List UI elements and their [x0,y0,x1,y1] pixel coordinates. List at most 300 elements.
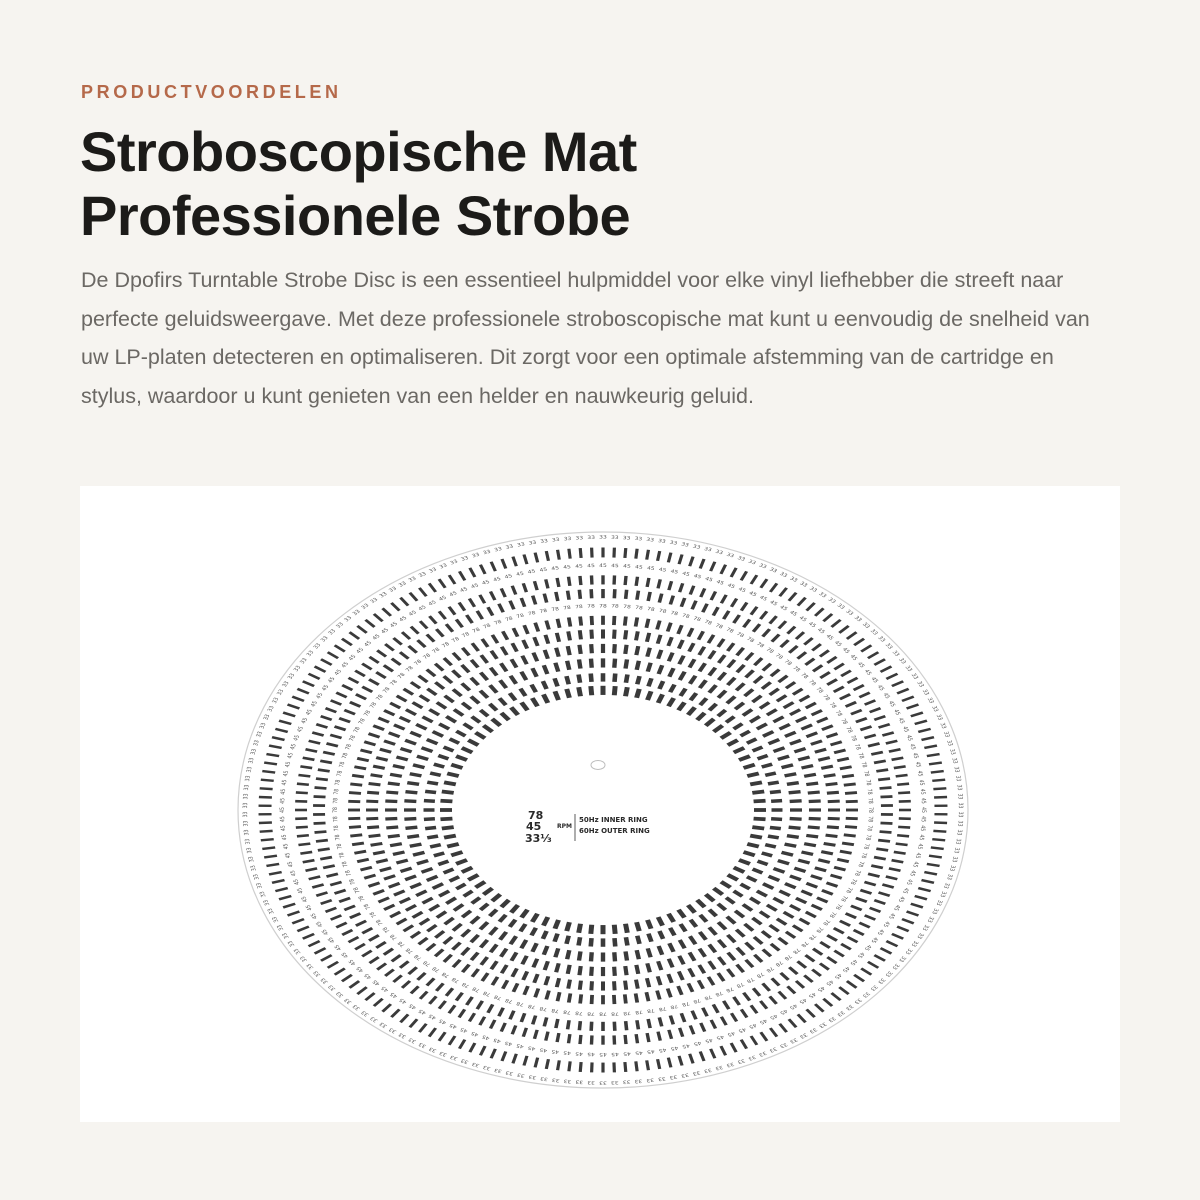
strobe-bar [588,673,593,682]
strobe-bar [934,804,947,807]
ring-speed-mark: 45 [380,984,391,993]
ring-speed-mark: 33 [868,983,879,992]
ring-speed-mark: 33 [319,635,330,644]
ring-speed-mark: 33 [736,555,746,563]
ring-speed-mark: 33 [299,657,309,665]
ring-speed-mark: 33 [252,739,262,747]
strobe-bar [601,658,605,667]
ring-speed-mark: 33 [460,555,470,563]
ring-speed-mark: 78 [362,902,373,911]
strobe-bar [589,644,594,653]
strobe-bar [589,589,593,598]
ring-speed-mark: 45 [587,563,595,569]
ring-speed-mark: 78 [344,869,354,877]
ring-speed-mark: 45 [340,950,351,959]
ring-speed-mark: 33 [449,1053,460,1061]
ring-speed-mark: 33 [343,996,354,1005]
ring-speed-mark: 45 [681,571,691,578]
ring-speed-mark: 33 [634,536,643,543]
strobe-bar [601,995,605,1004]
strobe-bar [590,575,594,584]
ring-speed-mark: 33 [258,890,268,898]
ring-speed-mark: 45 [315,920,325,928]
ring-speed-mark: 45 [815,627,826,636]
ring-speed-mark: 33 [244,838,253,845]
ring-speed-mark: 45 [459,586,470,594]
ring-speed-mark: 33 [388,586,399,594]
ring-speed-mark: 33 [778,571,789,579]
ring-speed-mark: 33 [938,890,948,898]
ring-speed-mark: 45 [492,576,502,584]
ring-speed-mark: 45 [917,834,925,841]
strobe-disc [238,532,968,1088]
ring-speed-mark: 33 [551,537,561,544]
ring-speed-mark: 45 [778,604,789,613]
ring-speed-mark: 33 [953,775,962,782]
ring-speed-mark: 45 [286,752,296,760]
ring-speed-mark: 45 [919,807,927,813]
ring-speed-mark: 33 [680,1071,690,1079]
ring-speed-mark: 33 [242,802,250,809]
ring-speed-mark: 78 [381,686,392,695]
ring-speed-mark: 33 [807,1026,818,1034]
ring-speed-mark: 45 [778,1007,789,1016]
ring-speed-mark: 33 [798,1031,809,1040]
ring-speed-mark: 45 [355,965,366,973]
ring-speed-mark: 33 [397,1031,408,1040]
strobe-bar [313,804,325,807]
ring-speed-mark: 45 [747,1022,758,1030]
ring-speed-mark: 33 [505,1069,515,1076]
ring-speed-mark: 33 [312,969,323,978]
ring-speed-mark: 33 [909,672,920,681]
ring-speed-mark: 45 [527,569,537,576]
ring-speed-mark: 33 [369,1015,380,1023]
ring-speed-mark: 45 [824,633,835,642]
ring-speed-mark: 45 [622,563,631,570]
ring-speed-mark: 33 [281,931,291,940]
ring-speed-mark: 45 [389,621,400,629]
ring-speed-mark: 78 [680,1000,691,1007]
ring-speed-mark: 45 [389,991,400,999]
ring-speed-mark: 45 [575,1050,584,1057]
ring-speed-mark: 33 [952,766,961,773]
ring-speed-mark: 45 [840,647,851,655]
ring-speed-mark: 45 [504,573,514,581]
ring-speed-mark: 33 [788,1036,799,1044]
ring-speed-mark: 45 [292,878,302,886]
ring-speed-mark: 45 [562,564,572,571]
ring-speed-mark: 45 [832,972,843,980]
strobe-bar [612,952,617,961]
ring-speed-mark: 33 [575,535,584,542]
strobe-bar [348,817,360,820]
ring-speed-mark: 45 [407,609,418,618]
ring-speed-mark: 45 [551,565,560,572]
ring-speed-mark: 78 [527,1002,537,1010]
ring-speed-mark: 45 [289,869,299,877]
ring-speed-mark: 33 [835,602,846,611]
ring-speed-mark: 78 [611,1010,619,1017]
ring-speed-mark: 33 [860,621,871,630]
ring-speed-mark: 78 [863,834,872,841]
strobe-bar [440,817,452,821]
ring-speed-mark: 45 [907,743,917,751]
ring-speed-mark: 33 [292,947,303,956]
ring-speed-mark: 45 [417,604,428,613]
strobe-bar [601,575,604,584]
ring-speed-mark: 78 [622,1009,632,1016]
ring-speed-mark: 78 [550,606,560,613]
ring-speed-mark: 33 [360,602,371,611]
ring-speed-mark: 33 [757,562,768,571]
ring-speed-mark: 78 [574,604,584,611]
ring-speed-mark: 33 [460,1057,470,1065]
ring-speed-mark: 33 [266,705,276,713]
ring-speed-mark: 45 [768,599,779,608]
ring-speed-mark: 78 [334,834,343,841]
strobe-bar [612,659,617,668]
ring-speed-mark: 78 [703,619,713,627]
strobe-bar [295,809,307,812]
ring-speed-mark: 78 [861,843,870,850]
ring-speed-mark: 33 [725,1060,735,1068]
ring-speed-mark: 78 [348,877,358,886]
ring-speed-mark: 78 [493,993,503,1001]
ring-speed-mark: 78 [657,1005,667,1012]
ring-speed-mark: 78 [357,717,368,726]
ring-speed-mark: 45 [333,668,344,677]
ring-speed-mark: 78 [334,779,343,786]
ring-speed-mark: 78 [782,659,793,667]
ring-speed-mark: 33 [312,642,323,651]
ring-speed-mark: 78 [646,1007,656,1014]
ring-speed-mark: 78 [856,752,865,760]
ring-speed-mark: 33 [876,976,887,985]
strobe-bar [828,800,840,803]
ring-speed-mark: 33 [883,642,894,651]
ring-speed-mark: 78 [791,946,802,955]
ring-speed-mark: 78 [515,613,526,620]
ring-speed-mark: 78 [852,869,862,877]
ring-speed-mark: 78 [634,605,644,612]
ring-speed-mark: 78 [440,641,452,650]
ring-speed-mark: 78 [754,641,766,650]
ring-speed-mark: 33 [955,784,963,791]
ring-speed-mark: 45 [869,935,879,944]
speed-33-label: 33⅓ [525,832,552,845]
ring-speed-mark: 33 [947,748,957,756]
ring-speed-mark: 45 [309,912,320,920]
ring-speed-mark: 78 [341,752,350,760]
ring-speed-mark: 33 [903,664,914,673]
ring-speed-mark: 45 [296,886,306,895]
strobe-bar [424,808,435,812]
ring-speed-mark: 45 [427,1012,438,1021]
strobe-bar [366,817,378,820]
strobe-bar [424,799,435,803]
ring-speed-mark: 33 [826,597,837,605]
ring-speed-mark: 33 [956,802,964,809]
ring-speed-mark: 45 [282,843,291,850]
strobe-bar [385,808,397,811]
ring-speed-mark: 78 [562,1008,572,1015]
strobe-bar [295,800,307,803]
ring-speed-mark: 33 [271,696,281,705]
ring-speed-mark: 33 [691,1069,701,1076]
ring-speed-mark: 45 [327,676,337,685]
ring-speed-mark: 45 [622,1050,631,1057]
ring-speed-mark: 33 [292,664,303,673]
ring-speed-mark: 45 [875,928,886,936]
strobe-bar [313,822,325,825]
ring-speed-mark: 45 [280,825,288,832]
ring-speed-mark: 78 [344,743,354,751]
ring-speed-mark: 33 [930,705,940,713]
ring-speed-mark: 45 [815,984,826,993]
strobe-bar [612,981,617,990]
strobe-bar [612,925,618,934]
ring-speed-mark: 45 [788,1002,799,1011]
outer-ring-label: 60Hz OUTER RING [579,827,650,835]
strobe-bar [404,808,416,811]
ring-speed-mark: 45 [806,991,817,999]
ring-speed-mark: 33 [482,549,492,556]
ring-speed-mark: 33 [746,559,757,567]
strobe-bar [601,616,605,625]
ring-speed-mark: 33 [956,811,964,818]
ring-speed-mark: 45 [832,640,843,648]
ring-speed-mark: 33 [252,873,262,881]
ring-speed-mark: 45 [913,761,922,768]
ring-speed-mark: 45 [492,1036,502,1044]
ring-speed-mark: 45 [669,569,679,576]
ring-speed-mark: 45 [284,852,293,859]
ring-speed-mark: 78 [413,659,424,667]
strobe-bar [295,817,307,820]
ring-speed-mark: 45 [915,843,924,850]
ring-speed-mark: 33 [249,864,259,872]
ring-speed-mark: 45 [315,692,325,700]
ring-speed-mark: 33 [388,1026,399,1034]
ring-speed-mark: 33 [952,847,961,854]
strobe-bar [601,686,606,695]
section-title [80,120,980,248]
ring-speed-mark: 45 [304,708,315,717]
ring-speed-mark: 45 [634,564,644,571]
ring-speed-mark: 78 [859,851,868,859]
ring-speed-mark: 33 [471,552,481,560]
ring-speed-mark: 78 [814,925,825,934]
strobe-bar [259,796,272,799]
ring-speed-mark: 78 [852,743,862,751]
ring-speed-mark: 45 [279,816,287,823]
ring-speed-mark: 45 [919,816,927,823]
strobe-bar [613,589,617,598]
ring-speed-mark: 45 [904,734,914,742]
ring-speed-mark: 33 [844,608,855,617]
ring-speed-mark: 78 [764,965,775,973]
ring-speed-mark: 78 [838,717,849,726]
strobe-bar [828,817,840,820]
ring-speed-mark: 33 [668,1073,678,1080]
ring-speed-mark: 45 [398,615,409,624]
ring-speed-mark: 33 [276,923,286,932]
strobe-bar [404,817,416,821]
ring-speed-mark: 45 [300,895,310,903]
strobe-bar [590,1062,594,1072]
ring-speed-mark: 45 [407,1002,418,1011]
ring-speed-mark: 33 [788,576,799,584]
ring-speed-mark: 33 [703,546,713,554]
strobe-bar [589,981,594,990]
ring-speed-mark: 78 [692,997,702,1004]
strobe-bar [754,808,766,812]
strobe-bar [348,800,360,803]
ring-speed-mark: 45 [848,958,859,966]
ring-speed-mark: 45 [380,627,391,636]
ring-speed-mark: 33 [319,976,330,985]
ring-speed-mark: 33 [528,540,538,547]
ring-speed-mark: 33 [262,898,272,907]
ring-speed-mark: 33 [956,820,964,827]
ring-speed-mark: 33 [255,731,265,739]
ring-speed-mark: 33 [242,793,250,800]
ring-speed-mark: 78 [450,636,461,644]
strobe-bar [881,813,893,816]
ring-speed-mark: 33 [909,939,920,948]
ring-speed-mark: 33 [493,1066,503,1074]
ring-speed-mark: 33 [622,535,631,542]
ring-speed-mark: 45 [347,654,358,662]
ring-speed-mark: 33 [955,829,963,836]
ring-speed-mark: 78 [611,603,619,610]
strobe-bar [590,995,594,1004]
ring-speed-mark: 78 [422,652,433,661]
ring-speed-mark: 78 [814,686,825,695]
ring-speed-mark: 78 [396,940,407,948]
ring-speed-mark: 45 [891,708,902,717]
strobe-bar [348,809,360,812]
ring-speed-mark: 33 [599,1079,607,1085]
ring-speed-mark: 45 [504,1039,514,1047]
ring-speed-mark: 45 [715,1033,725,1041]
ring-speed-mark: 33 [244,775,253,782]
ring-speed-mark: 33 [768,1045,778,1053]
ring-speed-mark: 78 [844,886,854,894]
strobe-bar [612,1035,616,1044]
ring-speed-mark: 33 [587,1079,596,1085]
ring-speed-mark: 45 [862,943,873,952]
ring-speed-mark: 33 [438,1049,449,1058]
ring-speed-mark: 45 [398,996,409,1005]
ring-speed-mark: 45 [869,676,879,685]
ring-speed-mark: 45 [309,700,320,708]
ring-speed-mark: 78 [838,894,849,903]
ring-speed-mark: 78 [375,918,385,926]
ring-speed-mark: 33 [938,722,948,730]
ring-speed-mark: 78 [782,953,793,961]
ring-speed-mark: 33 [817,591,828,600]
ring-speed-mark: 45 [900,886,910,895]
ring-speed-mark: 78 [460,981,471,989]
ring-speed-mark: 45 [918,788,926,795]
ring-speed-mark: 78 [735,631,746,639]
ring-speed-mark: 78 [827,701,838,710]
ring-speed-mark: 33 [925,915,935,924]
ring-speed-mark: 45 [855,661,866,670]
ring-speed-mark: 45 [282,770,291,777]
strobe-bar [601,1022,605,1031]
ring-speed-mark: 45 [281,779,289,786]
strobe-bar [440,808,452,812]
strobe-bar [771,817,782,821]
ring-speed-mark: 78 [431,965,442,973]
ring-speed-mark: 33 [835,1009,846,1018]
strobe-bar [612,548,616,558]
strobe-bar [404,799,416,803]
ring-speed-mark: 33 [852,615,863,624]
ring-speed-mark: 78 [440,970,452,979]
ring-speed-mark: 78 [527,610,537,618]
ring-speed-mark: 78 [413,953,424,961]
ring-speed-mark: 45 [806,621,817,629]
ring-speed-mark: 33 [539,1075,549,1082]
ring-speed-mark: 78 [375,694,385,702]
ring-speed-mark: 33 [407,1036,418,1044]
ring-speed-mark: 78 [587,1010,595,1017]
ring-speed-mark: 33 [956,793,964,800]
strobe-bar [934,821,947,824]
ring-speed-mark: 45 [281,834,289,841]
strobe-bar [790,817,802,821]
strobe-bar [771,799,782,803]
ring-speed-mark: 45 [658,1046,667,1053]
ring-speed-mark: 45 [515,571,525,578]
ring-speed-mark: 33 [668,540,678,547]
ring-speed-mark: 33 [925,696,935,705]
ring-speed-mark: 78 [504,616,514,623]
ring-speed-mark: 45 [320,928,331,936]
ring-speed-mark: 78 [856,860,865,868]
ring-speed-mark: 78 [333,788,341,795]
ring-speed-mark: 33 [305,649,316,658]
ring-speed-mark: 78 [866,816,874,823]
ring-speed-mark: 45 [611,1051,619,1057]
strobe-bar [588,925,594,934]
ring-speed-mark: 33 [242,811,250,818]
ring-speed-mark: 78 [724,627,735,635]
ring-speed-mark: 33 [255,881,265,889]
ring-speed-mark: 33 [516,541,526,549]
ring-speed-mark: 78 [821,694,831,702]
ring-speed-mark: 33 [852,996,863,1005]
ring-speed-mark: 78 [336,843,345,850]
strobe-bar [846,800,858,803]
ring-speed-mark: 33 [516,1071,526,1079]
ring-speed-mark: 45 [881,920,891,928]
ring-speed-mark: 45 [881,692,891,700]
strobe-bar [601,629,605,638]
ring-speed-mark: 33 [428,567,438,575]
ring-speed-mark: 33 [941,731,951,739]
ring-speed-mark: 78 [404,665,415,674]
strobe-bar [612,644,617,653]
strobe-bar [612,686,618,695]
ring-speed-mark: 33 [953,838,962,845]
ring-speed-mark: 45 [340,661,351,670]
ring-speed-mark: 45 [371,978,382,987]
